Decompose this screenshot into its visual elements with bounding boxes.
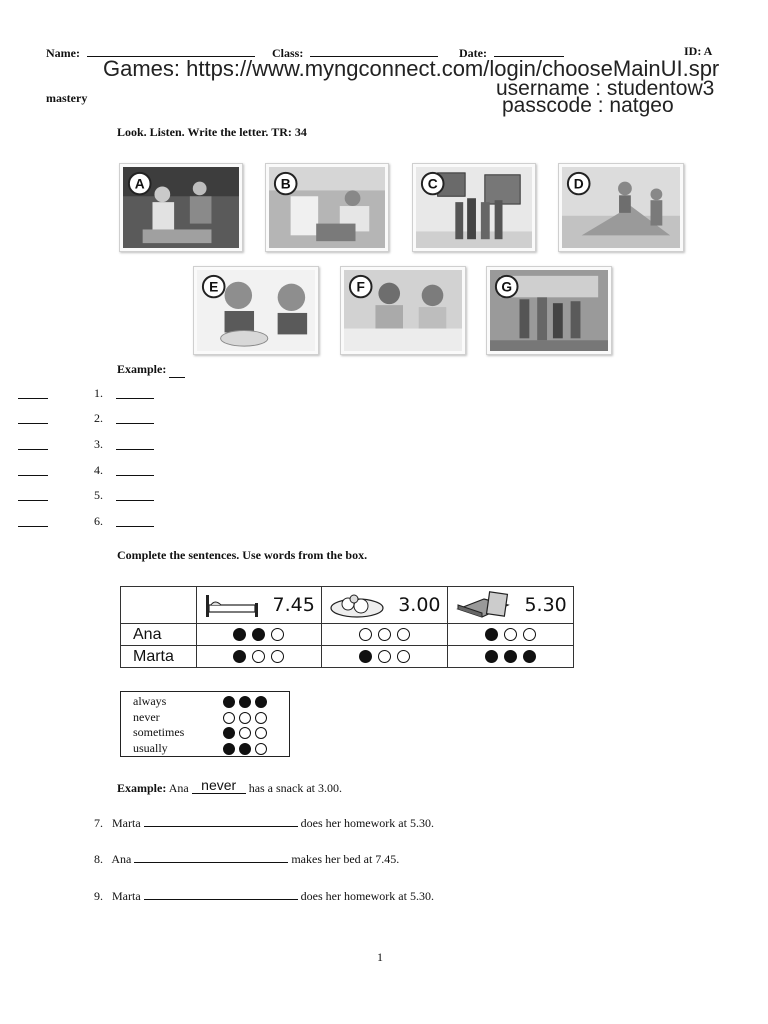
sentence-subject: Marta [112,889,141,903]
photo-b [265,163,389,252]
list-item [18,437,103,454]
answer-line[interactable] [18,386,48,399]
subtitle: mastery [46,91,88,105]
time-homework: 5.30 [524,594,567,616]
key-always: always [133,694,167,708]
item-number: 5. [94,488,103,502]
col-snack [321,587,447,624]
item-number: 6. [94,514,103,528]
key-sometimes-dots [221,725,269,741]
date-label: Date: [459,46,487,60]
time-snack: 3.00 [398,594,441,616]
item-number: 4. [94,463,103,477]
sentence-number: 7. [94,816,103,830]
key-usually-dots [221,741,269,757]
photo-a-letter: A [134,176,145,192]
response-line[interactable] [116,411,154,424]
example-label: Example: [117,781,167,795]
ana-bed-dots [197,624,321,646]
photo-e [193,266,319,355]
time-bed: 7.45 [272,594,315,616]
sentence-blank[interactable] [144,887,298,900]
bed-icon [203,591,261,619]
photo-c-letter: C [427,176,438,192]
photo-e-letter: E [209,279,219,295]
response-line[interactable] [116,514,154,527]
sentence-blank[interactable] [144,814,298,827]
item-number: 1. [94,386,103,400]
sentence-number: 8. [94,852,103,866]
example-answer: never [192,777,246,794]
class-label: Class: [272,46,304,60]
example-rest: has a snack at 3.00. [248,781,342,795]
table-row [121,624,574,646]
photo-f [340,266,466,355]
answer-line[interactable] [18,488,48,501]
ana-homework-dots [447,624,573,646]
sentence-subject: Marta [112,816,141,830]
photo-d-letter: D [573,176,584,192]
example-sentence [117,779,342,796]
sentence-rest: does her homework at 5.30. [300,889,434,903]
sentence-8 [94,850,399,867]
key-always-dots [221,694,269,710]
sentence-blank[interactable] [134,850,288,863]
photo-c [412,163,536,252]
row-name-marta: Marta [121,646,197,668]
section1-instruction: Look. Listen. Write the letter. TR: 34 [117,125,307,139]
username-text: username : studentow3 [496,77,715,100]
example-line [117,362,185,378]
key-usually: usually [133,740,168,755]
plate-icon [328,591,386,619]
word-box [120,691,290,757]
sentence-rest: makes her bed at 7.45. [291,852,400,866]
example-blank [169,362,185,378]
page-number: 1 [377,950,383,964]
photo-a [119,163,243,252]
photo-g [486,266,612,355]
photo-d [558,163,684,252]
example-label: Example: [117,362,167,376]
marta-bed-dots [197,646,321,668]
list-item [18,514,103,531]
sentence-number: 9. [94,889,103,903]
key-never-dots [221,710,269,726]
passcode-text: passcode : natgeo [502,94,674,117]
photo-f-letter: F [356,279,365,295]
sentence-7 [94,814,434,831]
name-label: Name: [46,46,80,60]
response-line[interactable] [116,437,154,450]
response-line[interactable] [116,463,154,476]
item-number: 2. [94,411,103,425]
answer-line[interactable] [18,463,48,476]
photo-g-letter: G [501,279,513,295]
answer-line[interactable] [18,514,48,527]
ana-snack-dots [321,624,447,646]
photo-b-letter: B [280,176,291,192]
frequency-table [120,586,574,668]
games-url: Games: https://www.myngconnect.com/login/chooseMainUI.spr [103,56,720,81]
col-homework [447,587,573,624]
list-item [18,386,103,403]
id-label: ID: A [684,44,713,58]
response-line[interactable] [116,488,154,501]
list-item [18,463,103,480]
response-line[interactable] [116,386,154,399]
key-sometimes: sometimes [133,725,185,739]
row-name-ana: Ana [121,624,197,646]
answer-line[interactable] [18,437,48,450]
col-bed [197,587,321,624]
item-number: 3. [94,437,103,451]
key-never: never [133,709,160,724]
list-item [18,488,103,505]
section2-instruction: Complete the sentences. Use words from the box. [117,548,368,562]
marta-homework-dots [447,646,573,668]
list-item [18,411,103,428]
table-corner [121,587,197,624]
sentence-9 [94,887,434,904]
book-icon [454,591,512,619]
table-row [121,646,574,668]
example-subject: Ana [168,781,189,795]
sentence-rest: does her homework at 5.30. [300,816,434,830]
marta-snack-dots [321,646,447,668]
answer-line[interactable] [18,411,48,424]
sentence-subject: Ana [111,852,132,866]
